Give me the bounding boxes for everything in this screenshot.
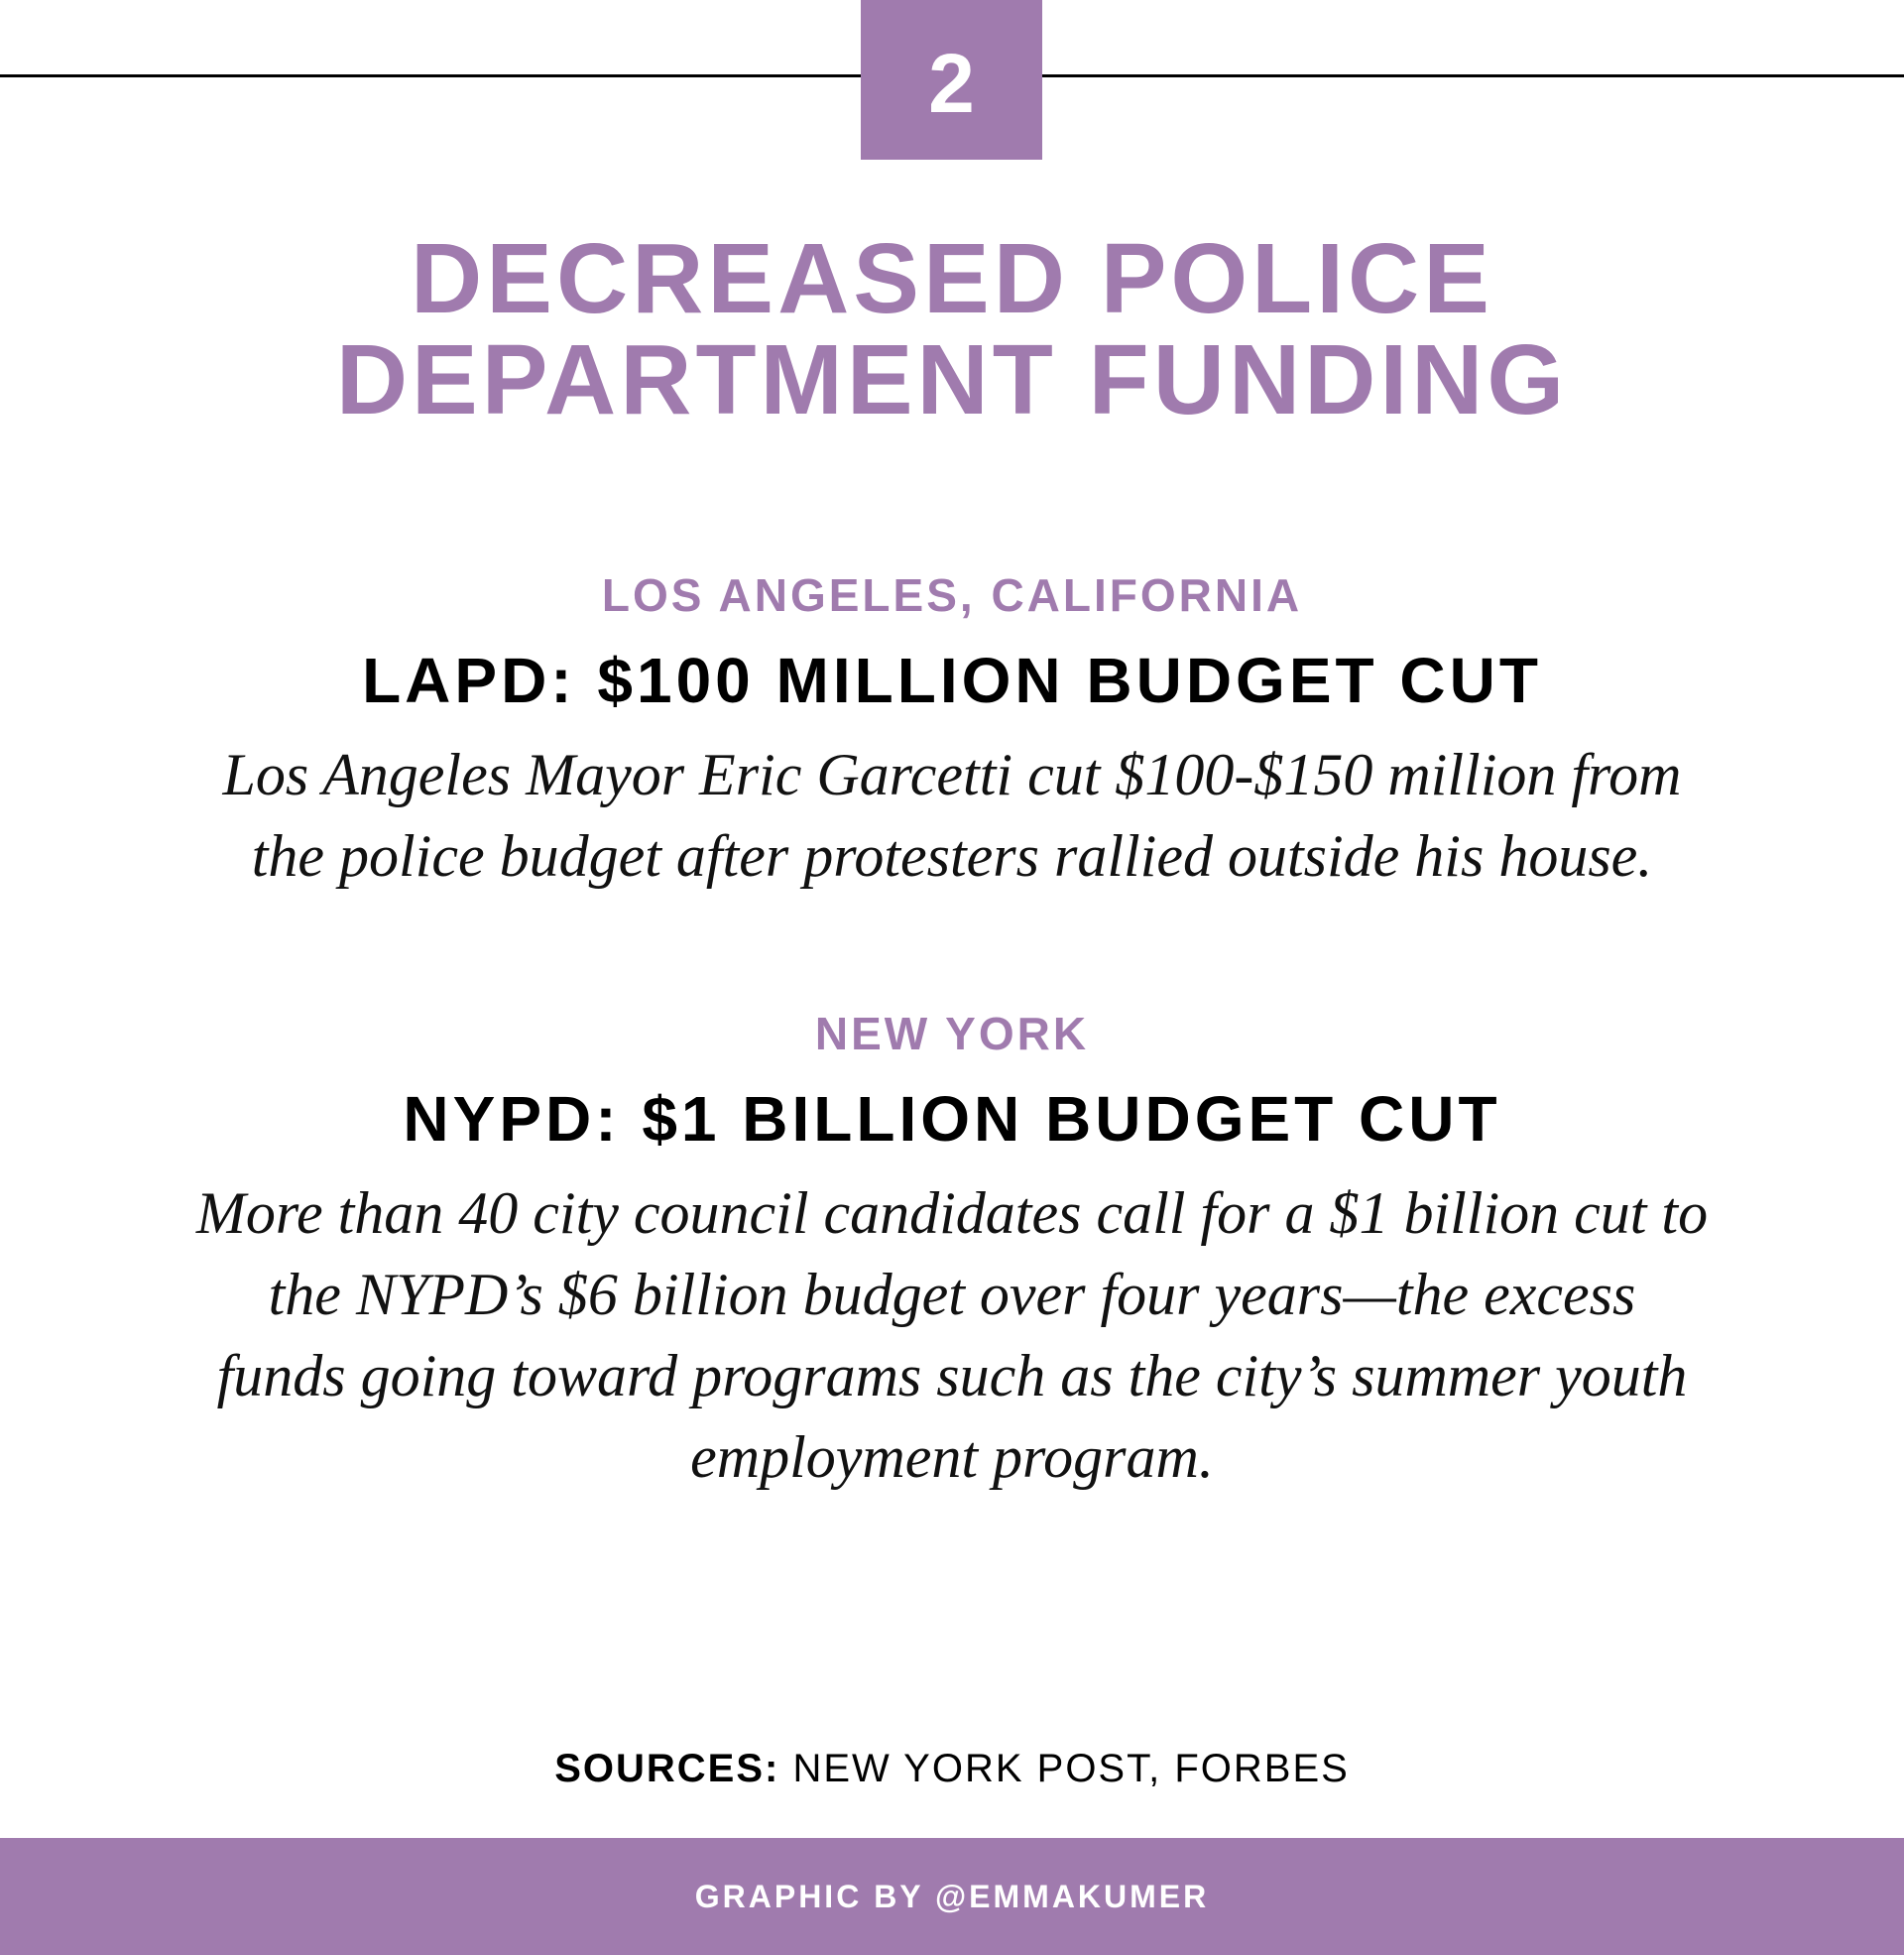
description-line: the police budget after protesters rallied outside his house. (251, 823, 1653, 889)
description-line: Los Angeles Mayor Eric Garcetti cut $100-$150 million from (222, 742, 1682, 807)
page-title-line-1: DECREASED POLICE (411, 223, 1493, 334)
section-heading: LAPD: $100 MILLION BUDGET CUT (362, 645, 1542, 716)
section-new-york (0, 1006, 1904, 1498)
sources-line (0, 1742, 1904, 1795)
page-title (0, 223, 1904, 435)
section-number: 2 (928, 36, 975, 130)
section-number-badge (861, 0, 1042, 160)
graphic-credit: GRAPHIC BY @EMMAKUMER (694, 1878, 1210, 1914)
section-los-angeles (0, 567, 1904, 897)
description-line: employment program. (690, 1424, 1214, 1490)
description-line: the NYPD’s $6 billion budget over four years—the excess (268, 1262, 1636, 1327)
footer-bar (0, 1838, 1904, 1955)
section-heading: NYPD: $1 BILLION BUDGET CUT (403, 1083, 1501, 1155)
section-location: LOS ANGELES, CALIFORNIA (601, 569, 1303, 621)
section-description (109, 1172, 1795, 1498)
sources-label: SOURCES: (554, 1747, 780, 1790)
description-line: funds going toward programs such as the city’s summer youth (216, 1343, 1688, 1408)
sources-text: NEW YORK POST, FORBES (792, 1747, 1350, 1790)
section-location: NEW YORK (814, 1008, 1090, 1059)
section-description (109, 734, 1795, 897)
description-line: More than 40 city council candidates call for a $1 billion cut to (195, 1180, 1709, 1246)
page-title-line-2: DEPARTMENT FUNDING (335, 324, 1569, 435)
